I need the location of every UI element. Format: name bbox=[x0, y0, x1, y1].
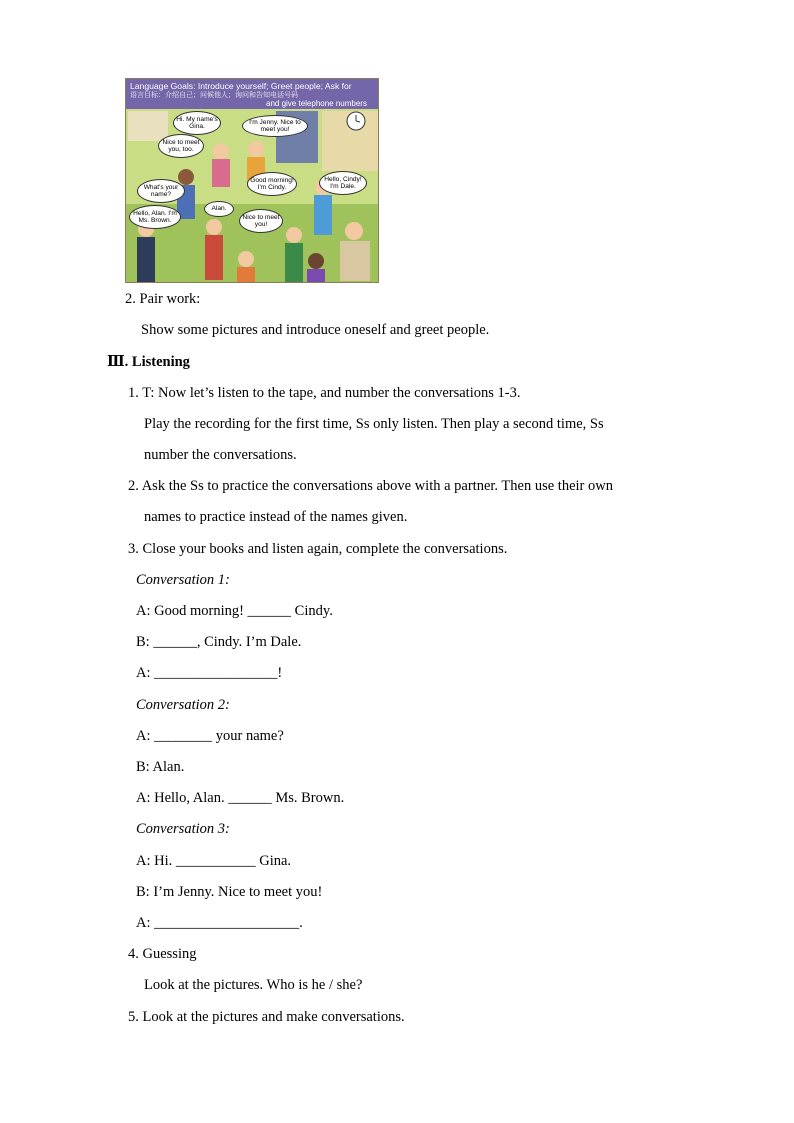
speech-bubble-alan: Alan. bbox=[204, 201, 234, 217]
conversation3-title: Conversation 3: bbox=[136, 821, 230, 837]
item4-body: Look at the pictures. Who is he / she? bbox=[144, 977, 363, 993]
classroom-illustration bbox=[125, 78, 379, 283]
conversation1-title: Conversation 1: bbox=[136, 572, 230, 588]
conversation3-line-a2: A: ____________________. bbox=[136, 915, 303, 931]
item1-line2: Play the recording for the first time, Ss only listen. Then play a second time, Ss bbox=[144, 416, 604, 432]
speech-bubble-nice-to-meet: Nice to meet you! bbox=[239, 209, 283, 233]
pair-work-body: Show some pictures and introduce oneself and greet people. bbox=[141, 322, 490, 338]
conversation2-line-a1: A: ________ your name? bbox=[136, 728, 284, 744]
conversation3-line-b1: B: I’m Jenny. Nice to meet you! bbox=[136, 884, 323, 900]
section-heading-listening: Ⅲ. Listening bbox=[107, 354, 190, 370]
speech-bubble-ms-brown: Hello, Alan. I'm Ms. Brown. bbox=[129, 205, 181, 229]
conversation1-line-b1: B: ______, Cindy. I’m Dale. bbox=[136, 634, 302, 650]
speech-bubble-jenny: I'm Jenny. Nice to meet you! bbox=[242, 115, 308, 137]
conversation1-line-a2: A: _________________! bbox=[136, 665, 283, 681]
item2-line2: names to practice instead of the names given. bbox=[144, 509, 408, 525]
speech-bubble-nice-too: Nice to meet you, too. bbox=[158, 134, 204, 158]
speech-bubble-gina: Hi. My name's Gina. bbox=[173, 111, 221, 135]
speech-bubble-whats-your-name: What's your name? bbox=[137, 179, 185, 203]
conversation2-line-b1: B: Alan. bbox=[136, 759, 185, 775]
conversation3-line-a1: A: Hi. ___________ Gina. bbox=[136, 853, 292, 869]
conversation1-line-a1: A: Good morning! ______ Cindy. bbox=[136, 603, 333, 619]
conversation2-line-a2: A: Hello, Alan. ______ Ms. Brown. bbox=[136, 790, 345, 806]
goal-line-continued: and give telephone numbers bbox=[266, 99, 367, 108]
item2-line1: 2. Ask the Ss to practice the conversations above with a partner. Then use their own bbox=[128, 478, 613, 494]
goal-line-english: Language Goals: Introduce yourself; Greet people; Ask for bbox=[130, 81, 352, 91]
item1-line3: number the conversations. bbox=[144, 447, 297, 463]
goal-line-chinese: 语言目标：介绍自己；问候他人；询问和告知电话号码 bbox=[130, 92, 298, 99]
item4-heading: 4. Guessing bbox=[128, 946, 197, 962]
language-goals-banner bbox=[126, 79, 378, 109]
item3: 3. Close your books and listen again, complete the conversations. bbox=[128, 541, 508, 557]
speech-bubble-dale: Hello, Cindy! I'm Dale. bbox=[319, 171, 367, 195]
conversation2-title: Conversation 2: bbox=[136, 697, 230, 713]
speech-bubble-cindy: Good morning! I'm Cindy. bbox=[247, 172, 297, 196]
item5: 5. Look at the pictures and make conversations. bbox=[128, 1009, 405, 1025]
item1-line1: 1. T: Now let’s listen to the tape, and number the conversations 1-3. bbox=[128, 385, 521, 401]
pair-work-heading: 2. Pair work: bbox=[125, 291, 201, 307]
